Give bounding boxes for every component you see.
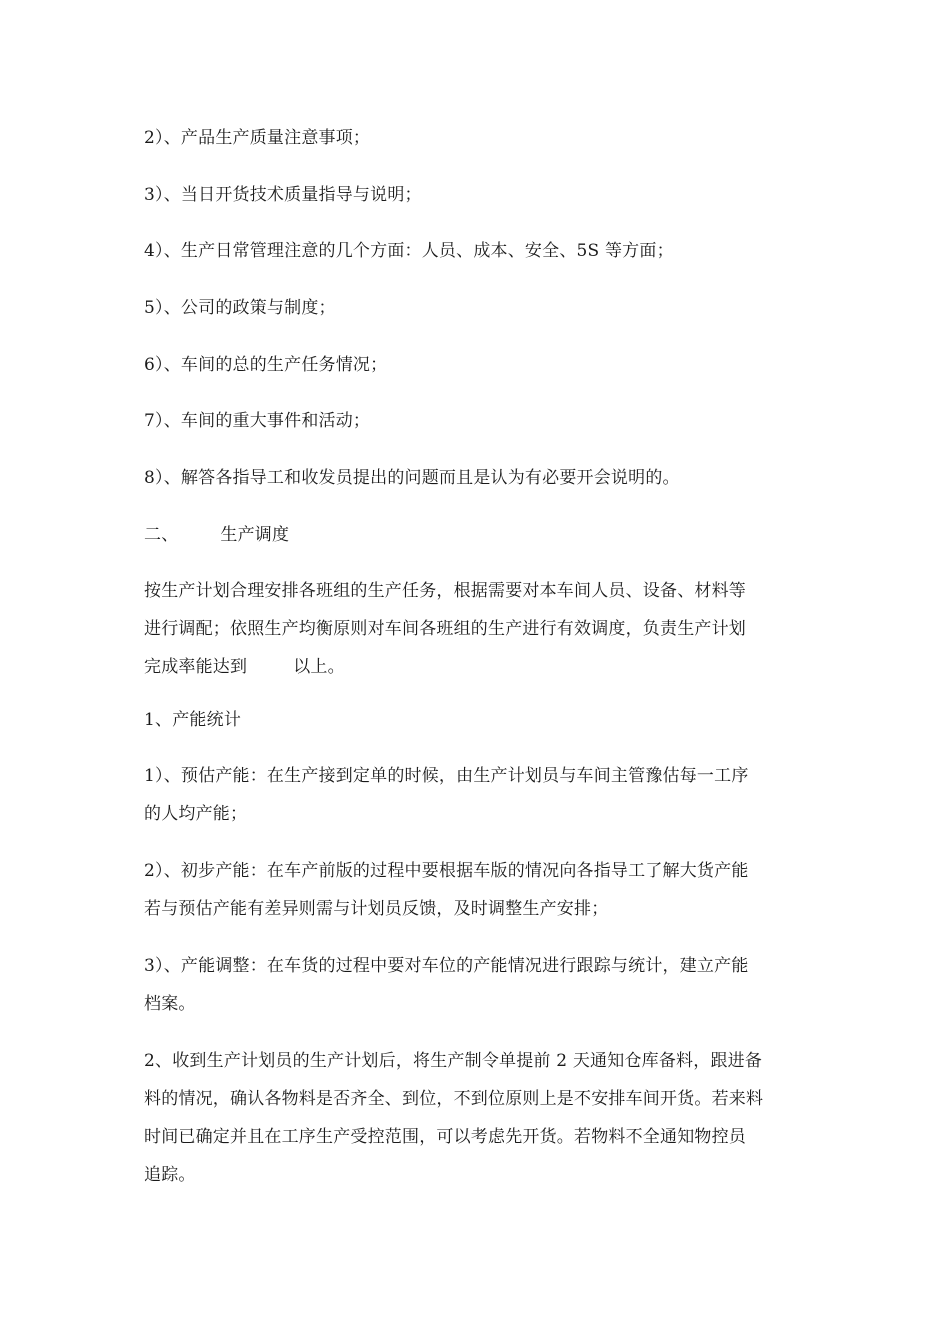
section-heading — [144, 523, 824, 547]
dispatch-paragraph — [144, 572, 814, 686]
paragraph-line: 进行调配；依照生产均衡原则对车间各班组的生产进行有效调度，负责生产计划 — [144, 619, 746, 639]
paragraph-line: 时间已确定并且在工序生产受控范围，可以考虑先开货。若物料不全通知物控员 — [144, 1127, 746, 1147]
subsection-heading: 1、产能统计 — [144, 710, 242, 730]
paragraph-line: 3）、产能调整：在车货的过程中要对车位的产能情况进行跟踪与统计，建立产能 — [144, 956, 749, 976]
list-item: 8）、解答各指导工和收发员提出的问题而且是认为有必要开会说明的。 — [144, 468, 680, 488]
list-item: 6）、车间的总的生产任务情况； — [144, 355, 388, 375]
completion-rate-suffix: 以上。 — [293, 657, 345, 677]
paragraph-line: 2、收到生产计划员的生产计划后，将生产制令单提前 2 天通知仓库备料，跟进备 — [144, 1051, 763, 1071]
section-title: 生产调度 — [220, 525, 290, 545]
material-paragraph — [144, 1042, 814, 1194]
paragraph-line: 按生产计划合理安排各班组的生产任务，根据需要对本车间人员、设备、材料等 — [144, 581, 746, 601]
paragraph-line: 的人均产能； — [144, 804, 248, 824]
list-item: 7）、车间的重大事件和活动； — [144, 411, 371, 431]
paragraph-line: 追踪。 — [144, 1165, 196, 1185]
capacity-item — [144, 947, 814, 1023]
paragraph-line: 若与预估产能有差异则需与计划员反馈，及时调整生产安排； — [144, 899, 609, 919]
capacity-item — [144, 757, 814, 833]
completion-rate-label: 完成率能达到 — [144, 657, 248, 677]
list-item: 2）、产品生产质量注意事项； — [144, 128, 371, 148]
section-number: 二、 — [144, 525, 179, 545]
paragraph-line: 1）、预估产能：在生产接到定单的时候，由生产计划员与车间主管豫估每一工序 — [144, 766, 749, 786]
paragraph-line: 档案。 — [144, 994, 196, 1014]
list-item: 4）、生产日常管理注意的几个方面：人员、成本、安全、5S 等方面； — [144, 241, 674, 261]
paragraph-line: 料的情况，确认各物料是否齐全、到位，不到位原则上是不安排车间开货。若来料 — [144, 1089, 764, 1109]
list-item: 3）、当日开货技术质量指导与说明； — [144, 185, 422, 205]
capacity-item — [144, 852, 814, 928]
list-item: 5）、公司的政策与制度； — [144, 298, 336, 318]
paragraph-line — [144, 648, 814, 686]
paragraph-line: 2）、初步产能：在车产前版的过程中要根据车版的情况向各指导工了解大货产能 — [144, 861, 749, 881]
